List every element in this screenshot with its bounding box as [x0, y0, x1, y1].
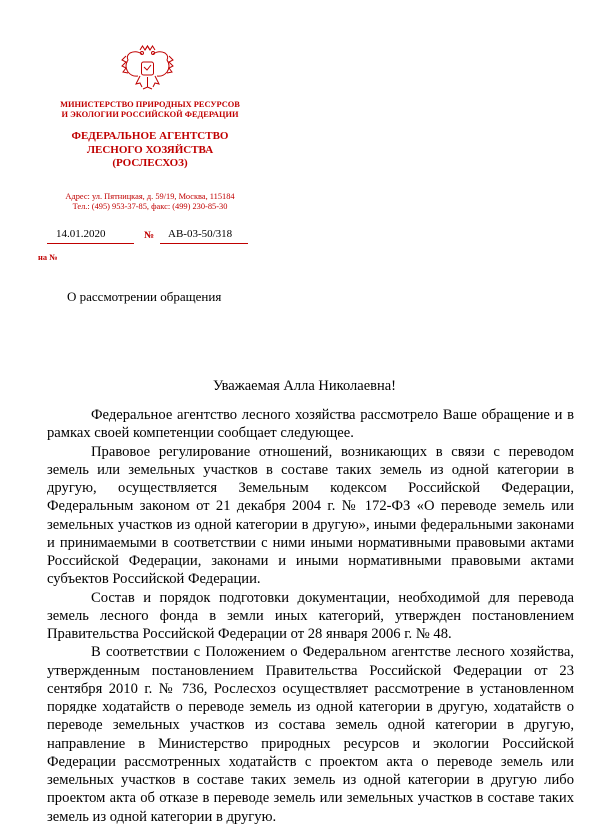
greeting: Уважаемая Алла Николаевна!	[213, 378, 396, 394]
agency-name	[30, 130, 270, 171]
number-sign: №	[144, 230, 155, 241]
ministry-line-2: И ЭКОЛОГИИ РОССИЙСКОЙ ФЕДЕРАЦИИ	[61, 110, 239, 119]
coat-of-arms-icon	[120, 42, 175, 94]
number-underline	[160, 243, 248, 244]
date-underline	[47, 243, 134, 244]
agency-line-3: (РОСЛЕСХОЗ)	[112, 157, 188, 169]
registration-number: АВ-03-50/318	[168, 228, 233, 240]
paragraph-2: Правовое регулирование отношений, возникающих в связи с переводом земель или земельных участков в составе таких земель из одной категории в другую, осуществляется Земельным кодексом Российской Федерации, Федеральным законом от 21 декабря 2004 г. № 172-ФЗ «О переводе земель или земельных участков из одной категории в другую», иными федеральными законами и принимаемыми в соответствии с ними иными нормативными правовыми актами Российской Федерации, законами и иными нормативными правовыми актами субъектов Российской Федерации.	[47, 443, 574, 588]
ministry-line-1: МИНИСТЕРСТВО ПРИРОДНЫХ РЕСУРСОВ	[60, 100, 240, 109]
agency-line-2: ЛЕСНОГО ХОЗЯЙСТВА	[86, 143, 214, 156]
paragraph-1: Федеральное агентство лесного хозяйства рассмотрело Ваше обращение и в рамках своей компетенции сообщает следующее.	[47, 407, 574, 442]
agency-line-1: ФЕДЕРАЛЬНОЕ АГЕНТСТВО	[71, 130, 229, 142]
letter-date: 14.01.2020	[56, 228, 106, 240]
address-line: Адрес: ул. Пятницкая, д. 59/19, Москва, 115184	[65, 192, 235, 201]
paragraph-3: Состав и порядок подготовки документации, необходимой для перевода земель лесного фонда в земли иных категорий, утвержден постановлением Правительства Российской Федерации от 28 января 2006 г. № 48.	[47, 589, 574, 642]
agency-address	[30, 192, 270, 212]
letter-subject: О рассмотрении обращения	[67, 289, 222, 304]
letter-body	[47, 406, 574, 826]
ministry-name	[30, 100, 270, 120]
phone-line: Тел.: (495) 953-37-85, факс: (499) 230-85-30	[72, 202, 228, 211]
in-reply-label: на №	[38, 253, 58, 262]
paragraph-4: В соответствии с Положением о Федеральном агентстве лесного хозяйства, утвержденным постановлением Правительства Российской Федерации от 23 сентября 2010 г. № 736, Рослесхоз осуществляет рассмотрение в установленном порядке ходатайств о переводе земель из одной категории в другую, ходатайств о переводе земельных участков из состава земель одной категории в другую, направление в Министерство природных ресурсов и экологии Российской Федерации рассмотренных ходатайств с проектом акта о переводе земель или земельных участков в составе таких земель из одной категории в другую либо проектом акта об отказе в переводе земель или земельных участков в составе таких земель из одной категории в другую.	[47, 644, 574, 825]
